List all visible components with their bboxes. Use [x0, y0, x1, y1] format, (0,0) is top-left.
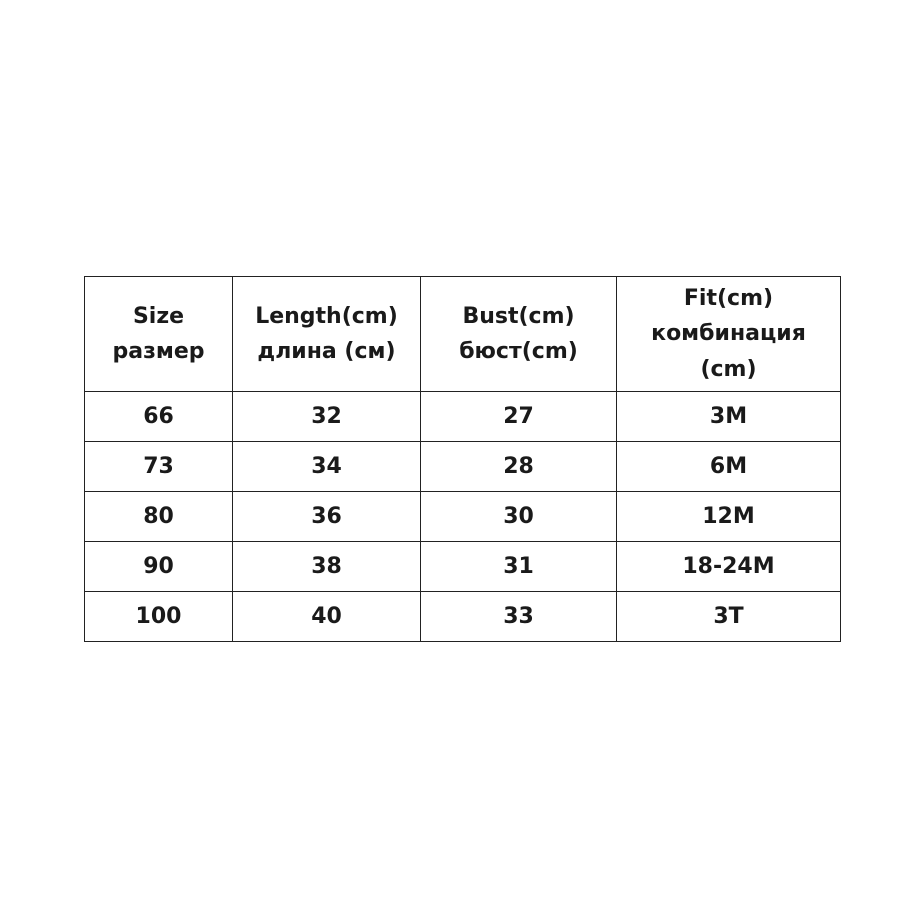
cell-bust: 28: [421, 442, 617, 492]
cell-bust: 27: [421, 392, 617, 442]
header-size: [85, 277, 233, 392]
header-length-ru: длина (см): [257, 339, 396, 364]
table-row: [85, 592, 841, 642]
cell-length: 34: [233, 442, 421, 492]
cell-length: 38: [233, 542, 421, 592]
cell-size: 66: [85, 392, 233, 442]
header-bust: [421, 277, 617, 392]
cell-size: 80: [85, 492, 233, 542]
cell-size: 73: [85, 442, 233, 492]
header-length: [233, 277, 421, 392]
cell-length: 32: [233, 392, 421, 442]
cell-bust: 33: [421, 592, 617, 642]
header-size-en: Size: [132, 303, 185, 329]
table-row: [85, 492, 841, 542]
table-row: [85, 542, 841, 592]
cell-size: 90: [85, 542, 233, 592]
cell-bust: 31: [421, 542, 617, 592]
cell-fit: 12M: [617, 492, 841, 542]
header-fit-en: Fit(cm): [683, 286, 774, 312]
cell-length: 36: [233, 492, 421, 542]
header-fit: [617, 277, 841, 392]
table-row: [85, 442, 841, 492]
header-fit-ru: комбинация: [651, 321, 806, 347]
cell-size: 100: [85, 592, 233, 642]
cell-fit: 6M: [617, 442, 841, 492]
header-row: [85, 277, 841, 392]
header-bust-ru: бюст(cm): [459, 339, 578, 364]
header-fit-unit: (cm): [700, 356, 757, 382]
header-size-ru: размер: [112, 339, 205, 364]
cell-fit: 3T: [617, 592, 841, 642]
header-length-en: Length(cm): [255, 303, 398, 329]
header-bust-en: Bust(cm): [462, 303, 575, 329]
table-row: [85, 392, 841, 442]
cell-length: 40: [233, 592, 421, 642]
cell-fit: 18-24M: [617, 542, 841, 592]
size-chart-table: [84, 276, 841, 642]
cell-bust: 30: [421, 492, 617, 542]
cell-fit: 3M: [617, 392, 841, 442]
